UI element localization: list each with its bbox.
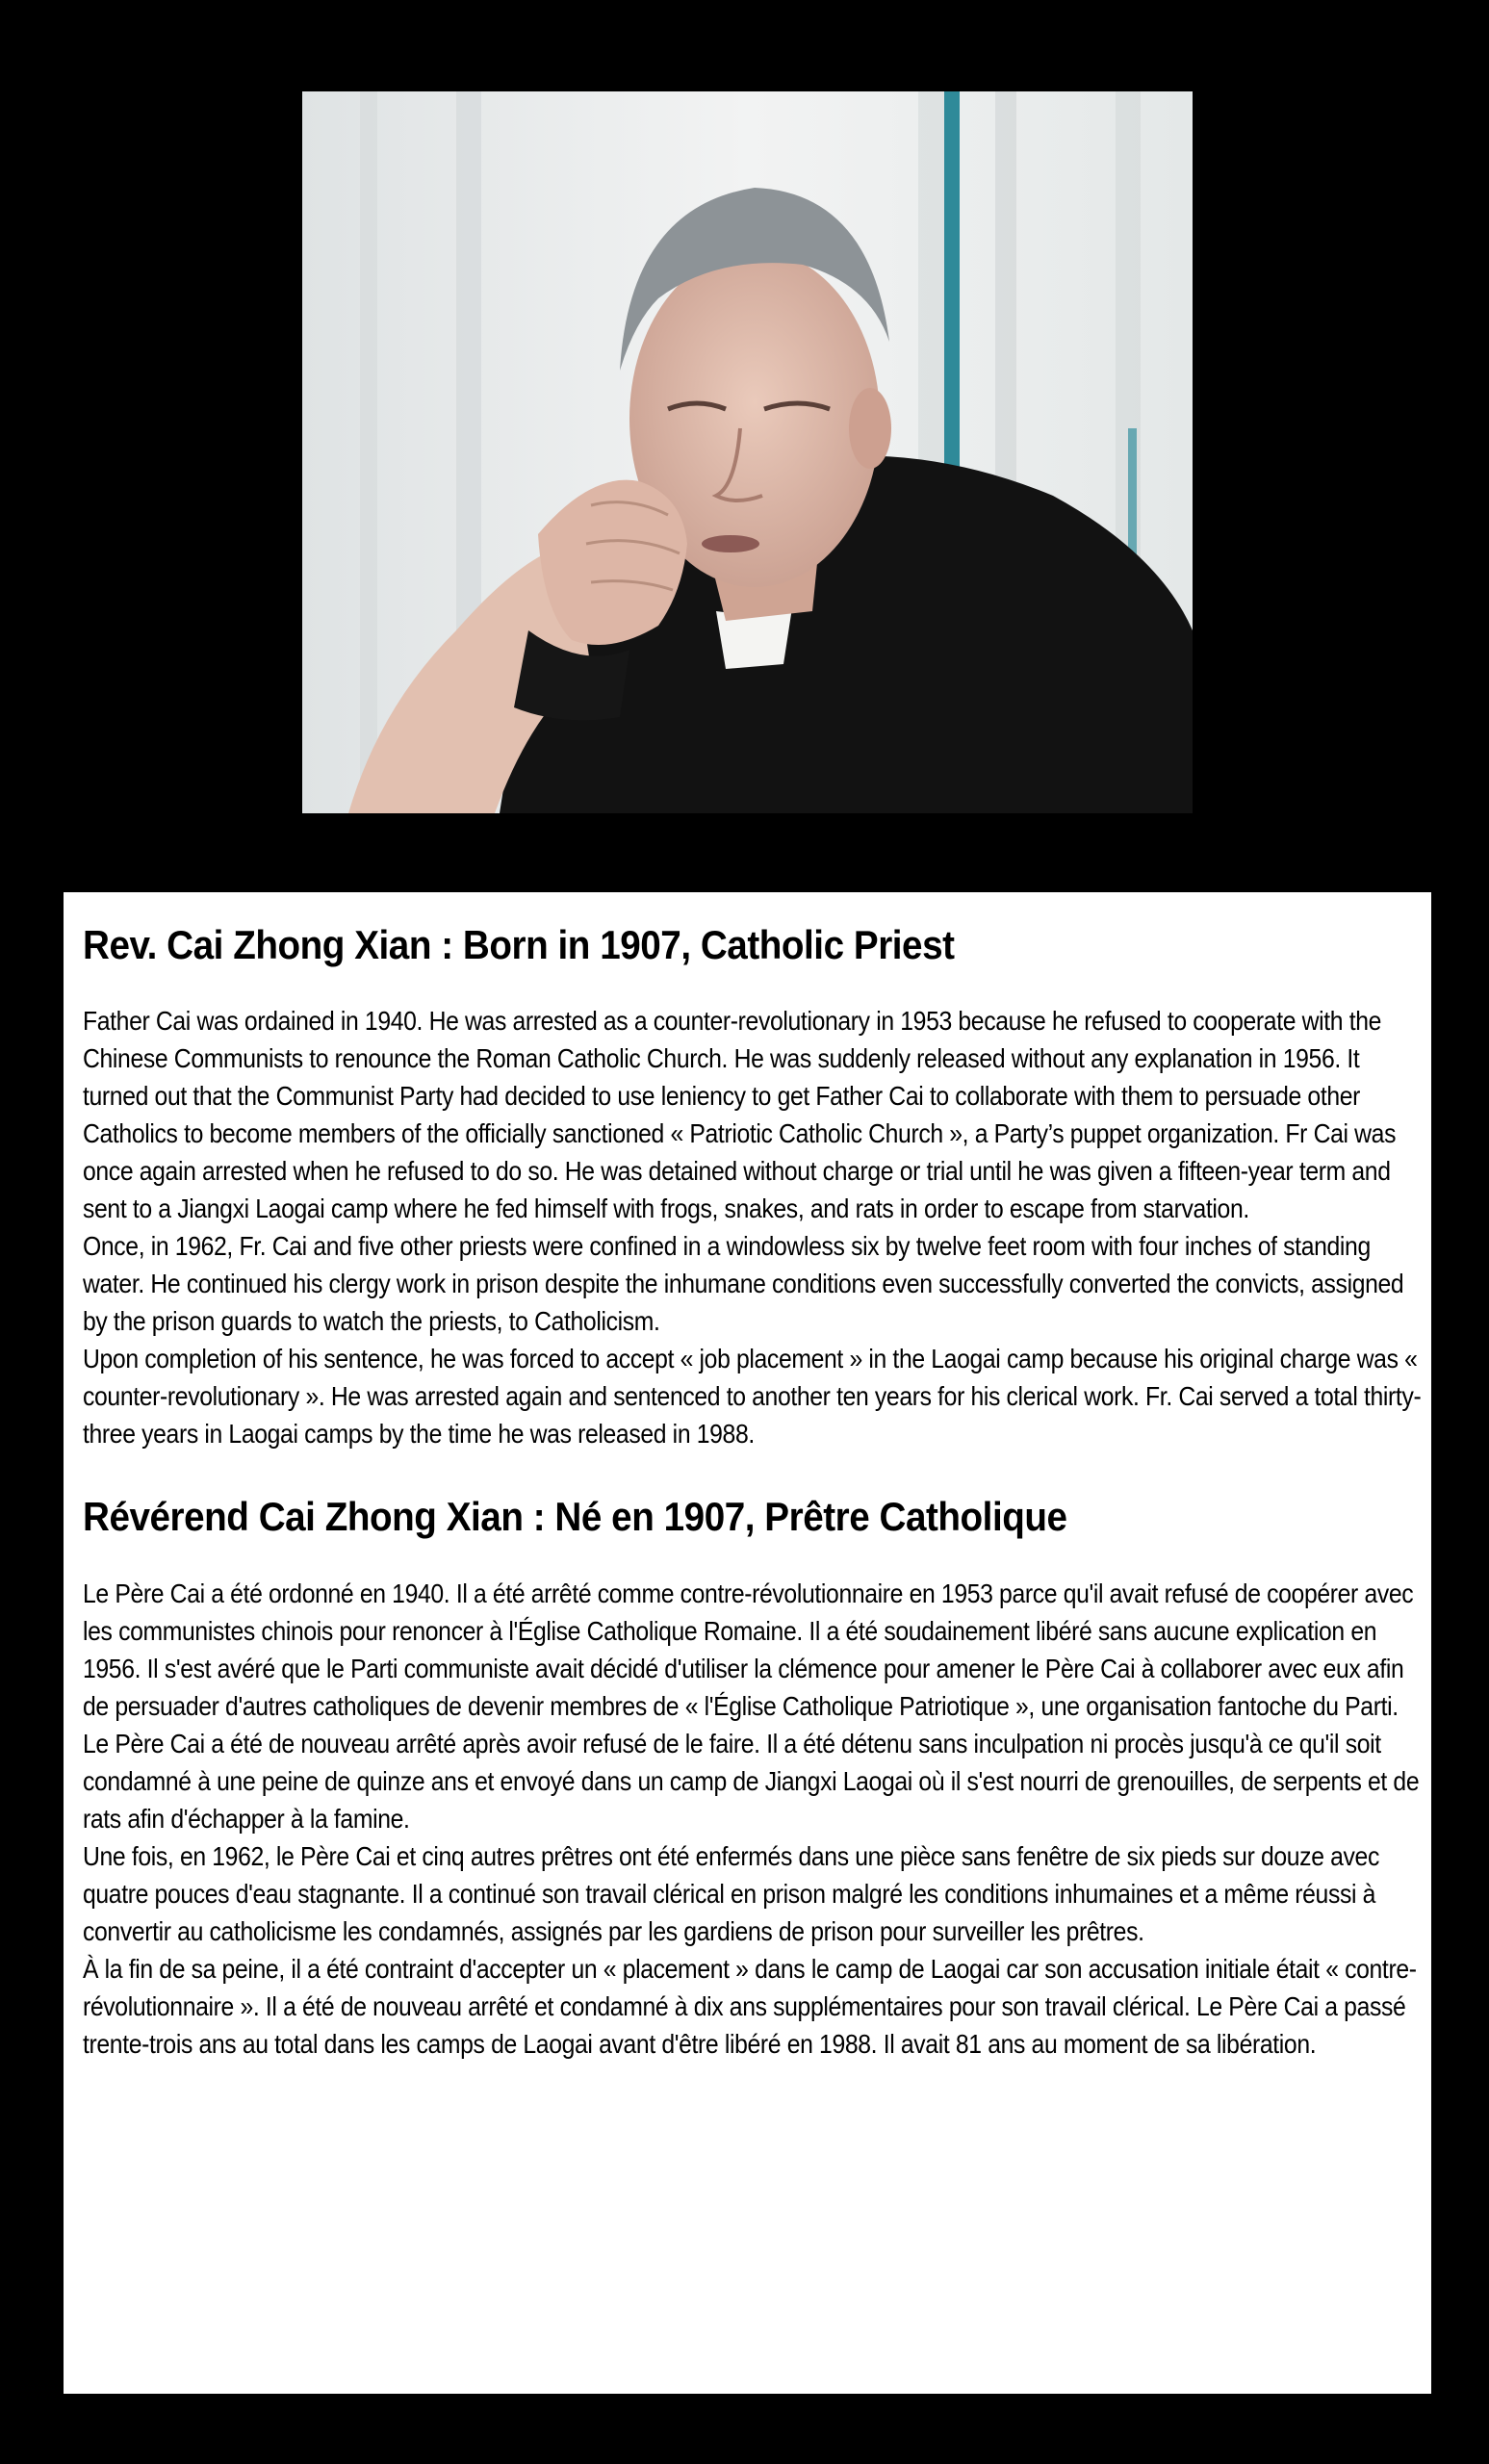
section-english [83, 921, 1422, 1452]
paragraph-french: À la fin de sa peine, il a été contraint d'accepter un « placement » dans le camp de Laogai car son accusation initiale était « contre-révolutionnaire ». Il a été de nouveau arrêté et condamné à dix ans supplémentaires pour son travail clérical. Le Père Cai a passé trente-trois ans au total dans les camps de Laogai avant d'être libéré en 1988. Il avait 81 ans au moment de sa libération. [83, 1953, 1417, 2059]
biography-card [64, 892, 1431, 2394]
heading-english: Rev. Cai Zhong Xian : Born in 1907, Catholic Priest [83, 922, 955, 967]
heading-french: Révérend Cai Zhong Xian : Né en 1907, Prêtre Catholique [83, 1494, 1067, 1540]
portrait-photo [302, 91, 1193, 813]
section-french [83, 1493, 1420, 2062]
paragraph-french: Le Père Cai a été de nouveau arrêté après avoir refusé de le faire. Il a été détenu sans inculpation ni procès jusqu'à ce qu'il soit condamné à une peine de quinze ans et envoyé dans un camp de Jiangxi Laogai où il s'est nourri de grenouilles, de serpents et de rats afin d'échapper à la famine. [83, 1728, 1420, 1834]
body-french [83, 1575, 1420, 2063]
paragraph-english: Once, in 1962, Fr. Cai and five other priests were confined in a windowless six by twelve feet room with four inches of standing water. He continued his clergy work in prison despite the inhumane conditions even successfully converted the convicts, assigned by the prison guards to watch the priests, to Catholicism. [83, 1231, 1404, 1337]
paragraph-french: Une fois, en 1962, le Père Cai et cinq autres prêtres ont été enfermés dans une pièce sans fenêtre de six pieds sur douze avec quatre pouces d'eau stagnante. Il a continué son travail clérical en prison malgré les conditions inhumaines et a même réussi à convertir au catholicisme les condamnés, assignés par les gardiens de prison pour surveiller les prêtres. [83, 1840, 1379, 1946]
paragraph-french: Le Père Cai a été ordonné en 1940. Il a été arrêté comme contre-révolutionnaire en 1953 parce qu'il avait refusé de coopérer avec les communistes chinois pour renoncer à l'Église Catholique Romaine. Il a été soudainement libéré sans aucune explication en 1956. Il s'est avéré que le Parti communiste avait décidé d'utiliser la clémence pour amener le Père Cai à collaborer avec eux afin de persuader d'autres catholiques de devenir membres de « l'Église Catholique Patriotique », une organisation fantoche du Parti. [83, 1578, 1414, 1721]
portrait-photo-icon [302, 91, 1193, 813]
paragraph-english: Upon completion of his sentence, he was forced to accept « job placement » in the Laogai camp because his original charge was « counter-revolutionary ». He was arrested again and sentenced to another ten years for his clerical work. Fr. Cai served a total thirty-three years in Laogai camps by the time he was released in 1988. [83, 1344, 1422, 1450]
body-english [83, 1002, 1422, 1452]
paragraph-english: Father Cai was ordained in 1940. He was arrested as a counter-revolutionary in 1953 because he refused to cooperate with the Chinese Communists to renounce the Roman Catholic Church. He was suddenly released without any explanation in 1956. It turned out that the Communist Party had decided to use leniency to get Father Cai to collaborate with them to persuade other Catholics to become members of the officially sanctioned « Patriotic Catholic Church », a Party’s puppet organization. Fr Cai was once again arrested when he refused to do so. He was detained without charge or trial until he was given a fifteen-year term and sent to a Jiangxi Laogai camp where he fed himself with frogs, snakes, and rats in order to escape from starvation. [83, 1006, 1397, 1224]
